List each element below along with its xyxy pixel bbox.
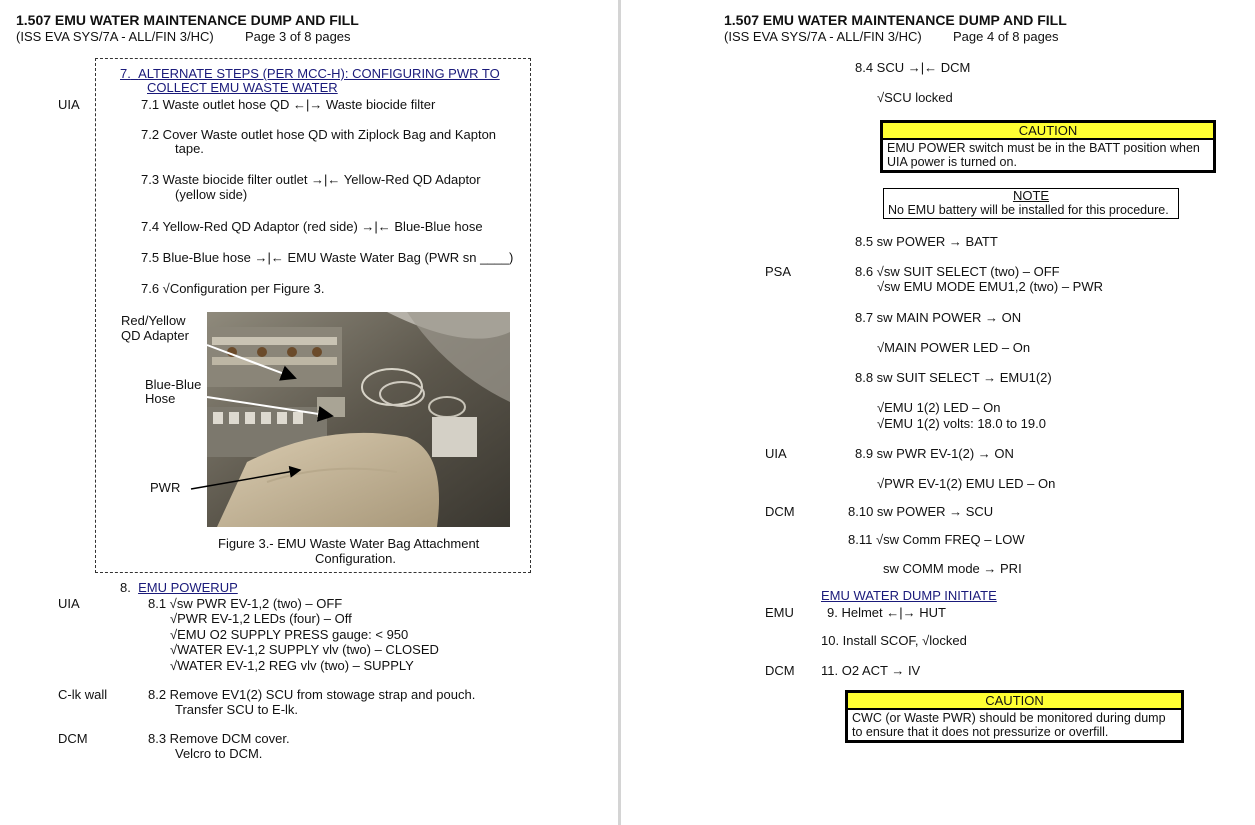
step-8-9-b: √PWR EV-1(2) EMU LED – On [877,476,1056,491]
caution-box-1 [880,120,1216,173]
caution-1-header: CAUTION [883,123,1213,140]
step-8-8-b: √EMU 1(2) LED – On [877,400,1001,415]
step8-heading[interactable]: EMU POWERUP [138,580,238,595]
figure-label-adapter: Red/Yellow [121,313,186,328]
step-8-1-d: √WATER EV-1,2 SUPPLY vlv (two) – CLOSED [170,642,439,657]
step-10: 10. Install SCOF, √locked [821,633,967,648]
note-header: NOTE [1012,188,1050,203]
step-8-4: 8.4 SCU →|← DCM [855,60,971,75]
arrow-hose [207,397,332,416]
step7-heading-text: ALTERNATE STEPS (PER MCC-H): CONFIGURING PWR TO [138,66,500,81]
step-8-11-b: sw COMM mode → PRI [883,561,1022,576]
step-8-7-b: √MAIN POWER LED – On [877,340,1031,355]
figure-caption: Figure 3.- EMU Waste Water Bag Attachment [218,536,480,551]
figure-label-hose: Blue-Blue [145,377,202,392]
step-7-5: 7.5 Blue-Blue hose →|← EMU Waste Water Bag (PWR sn ____) [141,250,514,265]
step-8-3-b: Velcro to DCM. [175,746,263,761]
location-uia-3: UIA [765,446,787,461]
right-page [621,0,1255,825]
caution-1-body [883,140,1213,170]
step-8-9: 8.9 sw PWR EV-1(2) → ON [855,446,1014,461]
caution-2-body [848,710,1181,740]
step-8-1: 8.1 √sw PWR EV-1,2 (two) – OFF [148,596,343,611]
location-clk-wall: C-lk wall [58,687,108,702]
figure-label-hose-2: Hose [145,391,176,406]
caution-1-line-2: UIA power is turned on. [887,155,1017,169]
caution-2-header: CAUTION [848,693,1181,710]
step-8-6-b: √sw EMU MODE EMU1,2 (two) – PWR [877,279,1103,294]
caution-2-line-1: CWC (or Waste PWR) should be monitored during dump [852,711,1166,725]
step-8-7: 8.7 sw MAIN POWER → ON [855,310,1022,325]
location-dcm: DCM [58,731,88,746]
step-8-2-b: Transfer SCU to E-lk. [175,702,299,717]
step-8-2: 8.2 Remove EV1(2) SCU from stowage strap and pouch. [148,687,476,702]
left-subtitle: (ISS EVA SYS/7A - ALL/FIN 3/HC) [16,29,214,44]
water-dump-heading[interactable]: EMU WATER DUMP INITIATE [821,588,997,603]
step7-heading-2[interactable]: COLLECT EMU WASTE WATER [147,80,338,95]
step-11: 11. O2 ACT → IV [821,663,921,678]
step-8-6: 8.6 √sw SUIT SELECT (two) – OFF [855,264,1060,279]
step7-number: 7. [120,66,131,81]
step-7-2-cont: tape. [175,141,204,156]
step-7-1: 7.1 Waste outlet hose QD ←|→ Waste biocide filter [141,97,436,112]
step-8-8-c: √EMU 1(2) volts: 18.0 to 19.0 [877,416,1046,431]
left-title: 1.507 EMU WATER MAINTENANCE DUMP AND FILL [16,12,359,28]
location-psa: PSA [765,264,792,279]
step-8-4-b: √SCU locked [877,90,953,105]
caution-1-line-1: EMU POWER switch must be in the BATT position when [887,141,1200,155]
note-box [883,188,1179,219]
step8-number: 8. [120,580,131,595]
location-uia: UIA [58,97,80,112]
right-title: 1.507 EMU WATER MAINTENANCE DUMP AND FILL [724,12,1067,28]
location-dcm-2: DCM [765,504,795,519]
location-uia-2: UIA [58,596,80,611]
step-8-3: 8.3 Remove DCM cover. [148,731,290,746]
caution-box-2 [845,690,1184,743]
step-7-3: 7.3 Waste biocide filter outlet →|← Yellow-Red QD Adaptor [141,172,481,187]
step-8-10: 8.10 sw POWER → SCU [848,504,994,519]
step-8-5: 8.5 sw POWER → BATT [855,234,998,249]
left-page [0,0,618,825]
arrow-adapter [207,345,295,378]
right-subtitle: (ISS EVA SYS/7A - ALL/FIN 3/HC) [724,29,922,44]
note-body: No EMU battery will be installed for this procedure. [888,203,1169,217]
left-page-number: Page 3 of 8 pages [245,29,351,44]
step-9: 9. Helmet ←|→ HUT [827,605,946,620]
step8-heading-row[interactable] [120,580,238,595]
step-8-8: 8.8 sw SUIT SELECT → EMU1(2) [855,370,1052,385]
figure-label-adapter-2: QD Adapter [121,328,189,343]
step-8-11: 8.11 √sw Comm FREQ – LOW [848,532,1025,547]
location-emu: EMU [765,605,794,620]
step-8-1-c: √EMU O2 SUPPLY PRESS gauge: < 950 [170,627,409,642]
step-7-2: 7.2 Cover Waste outlet hose QD with Ziplock Bag and Kapton [141,127,497,142]
step-7-3-cont: (yellow side) [175,187,248,202]
step-8-1-e: √WATER EV-1,2 REG vlv (two) – SUPPLY [170,658,414,673]
step-8-1-b: √PWR EV-1,2 LEDs (four) – Off [170,611,352,626]
figure-caption-2: Configuration. [315,551,396,566]
step-7-6: 7.6 √Configuration per Figure 3. [141,281,325,296]
figure-label-pwr: PWR [150,480,181,495]
arrow-pwr [191,470,300,489]
caution-2-line-2: to ensure that it does not pressurize or overfill. [852,725,1109,739]
step-7-4: 7.4 Yellow-Red QD Adaptor (red side) →|← Blue-Blue hose [141,219,483,234]
location-dcm-3: DCM [765,663,795,678]
right-page-number: Page 4 of 8 pages [953,29,1059,44]
